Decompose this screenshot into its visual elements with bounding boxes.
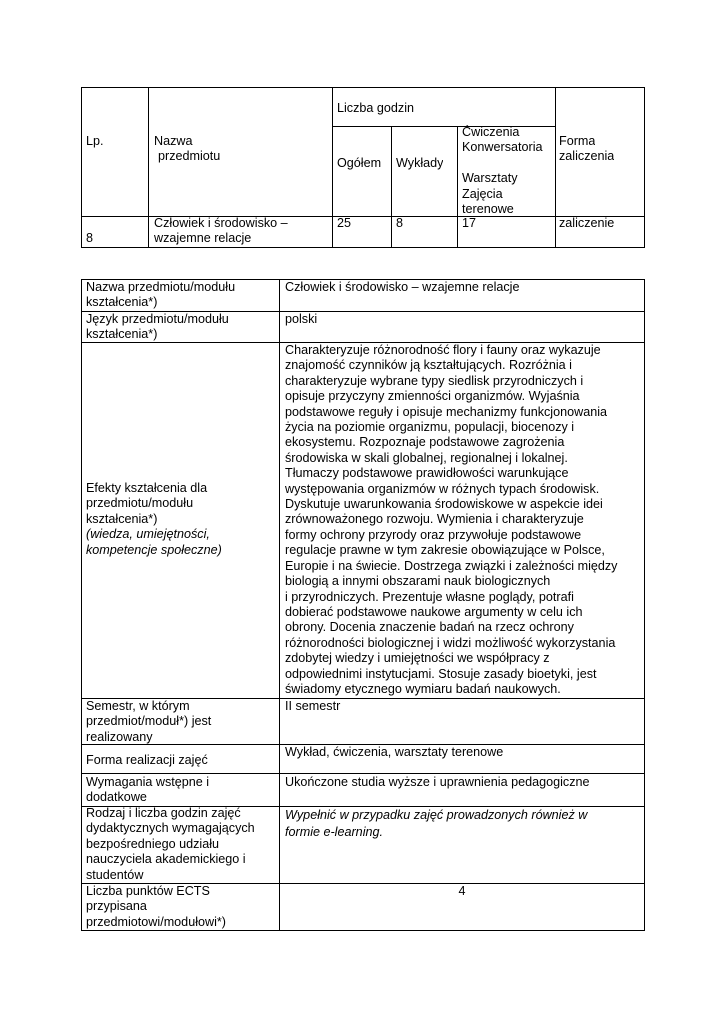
label-line: studentów bbox=[86, 867, 144, 882]
label-line: Język przedmiotu/modułu bbox=[86, 312, 229, 326]
table-border bbox=[644, 279, 645, 931]
efekty-line: dobierać podstawowe naukowe argumenty w celu ich bbox=[285, 604, 583, 619]
header-cwiczenia-line: Konwersatoria bbox=[462, 140, 543, 155]
table-border bbox=[81, 279, 82, 931]
label-line: Rodzaj i liczba godzin zajęć bbox=[86, 806, 241, 820]
header-cwiczenia-line bbox=[462, 156, 554, 171]
efekty-line: znajomość czynników ją kształtujących. Rozróżnia i bbox=[285, 358, 572, 373]
value-rodzaj-godzin bbox=[285, 807, 641, 841]
header-liczba-godzin: Liczba godzin bbox=[337, 101, 415, 115]
label-line: kształcenia*) bbox=[86, 511, 158, 526]
header-cwiczenia-line: Warsztaty bbox=[462, 171, 518, 186]
efekty-line: odpowiednimi instytucjami. Stosuje zasady bioetyki, jest bbox=[285, 666, 597, 681]
label-wymagania bbox=[86, 775, 276, 806]
efekty-line: Charakteryzuje różnorodność flory i fauny oraz wykazuje bbox=[285, 343, 601, 357]
efekty-line: świadomy etycznego wymiaru badań naukowych. bbox=[285, 681, 561, 696]
value-nazwa-przedmiotu: Człowiek i środowisko – wzajemne relacje bbox=[285, 280, 520, 294]
header-ogolem: Ogółem bbox=[337, 156, 382, 170]
row-lp: 8 bbox=[86, 231, 94, 245]
value-line: formie e-learning. bbox=[285, 825, 383, 839]
value-semestr: II semestr bbox=[285, 699, 341, 713]
label-line: Liczba punktów ECTS bbox=[86, 884, 210, 898]
efekty-line: opisuje przyczyny zmienności organizmów. Wyjaśnia bbox=[285, 389, 580, 404]
label-forma-realizacji: Forma realizacji zajęć bbox=[86, 753, 208, 767]
label-line: kształcenia*) bbox=[86, 327, 158, 342]
label-line: przedmiot/moduł*) jest bbox=[86, 714, 212, 729]
label-line: przedmiotowi/modułowi*) bbox=[86, 914, 226, 929]
label-rodzaj-godzin bbox=[86, 806, 276, 883]
header-cwiczenia bbox=[462, 125, 554, 217]
efekty-line: środowiska w skali globalnej, regionalnej i lokalnej. bbox=[285, 450, 568, 465]
value-efekty-ksztalcenia bbox=[285, 343, 643, 697]
table-border bbox=[81, 87, 82, 248]
label-line: dodatkowe bbox=[86, 790, 147, 805]
label-efekty-ksztalcenia bbox=[86, 481, 276, 558]
value-wymagania: Ukończone studia wyższe i uprawnienia pedagogiczne bbox=[285, 775, 590, 789]
label-line: Semestr, w którym bbox=[86, 699, 190, 713]
table-border bbox=[391, 126, 392, 248]
row-wyklady: 8 bbox=[396, 216, 404, 230]
row-nazwa: Człowiek i środowisko – bbox=[154, 216, 288, 230]
value-forma-realizacji: Wykład, ćwiczenia, warsztaty terenowe bbox=[285, 745, 504, 759]
label-nazwa-przedmiotu bbox=[86, 280, 276, 311]
table-border bbox=[279, 279, 280, 931]
efekty-line: charakteryzuje wybrane typy siedlisk przyrodniczych i bbox=[285, 373, 584, 388]
efekty-line: regulacje prawne w tym zakresie obowiązujące w Polsce, bbox=[285, 543, 605, 558]
header-nazwa: Nazwa bbox=[154, 134, 193, 148]
table-border bbox=[555, 87, 556, 248]
table-border bbox=[81, 773, 644, 774]
label-line: nauczyciela akademickiego i bbox=[86, 852, 246, 867]
efekty-line: Europie i na świecie. Dostrzega związki i zależności między bbox=[285, 558, 618, 573]
table-border bbox=[457, 126, 458, 248]
row-cwiczenia: 17 bbox=[462, 216, 477, 230]
table-border bbox=[148, 87, 149, 248]
row-forma: zaliczenie bbox=[559, 216, 615, 230]
header-cwiczenia-line: terenowe bbox=[462, 202, 514, 217]
efekty-line: zdobytej wiedzy i umiejętności we współpracy z bbox=[285, 651, 550, 666]
label-line: przypisana bbox=[86, 899, 147, 914]
label-line: bezpośredniego udziału bbox=[86, 836, 220, 851]
value-jezyk: polski bbox=[285, 312, 318, 326]
efekty-line: Tłumaczy podstawowe prawidłowości warunkujące bbox=[285, 466, 569, 481]
table-border bbox=[81, 87, 644, 88]
header-wyklady: Wykłady bbox=[396, 156, 444, 170]
header-nazwa-line2: przedmiotu bbox=[158, 149, 221, 163]
header-forma-line2: zaliczenia bbox=[559, 149, 615, 163]
label-semestr bbox=[86, 699, 276, 745]
efekty-line: ekosystemu. Rozpoznaje podstawowe zagrożenia bbox=[285, 435, 565, 450]
label-line-italic: kompetencje społeczne) bbox=[86, 542, 222, 557]
label-line: Wymagania wstępne i bbox=[86, 775, 210, 789]
table-border bbox=[644, 87, 645, 248]
header-lp: Lp. bbox=[86, 134, 104, 148]
label-ects bbox=[86, 884, 276, 930]
label-line: Nazwa przedmiotu/modułu bbox=[86, 280, 236, 294]
table-border bbox=[81, 247, 644, 248]
label-line: Efekty kształcenia dla bbox=[86, 481, 208, 495]
label-line: przedmiotu/modułu bbox=[86, 496, 194, 511]
efekty-line: formy ochrony przyrody oraz przywołuje podstawowe bbox=[285, 527, 582, 542]
label-line: realizowany bbox=[86, 729, 153, 744]
efekty-line: podstawowe reguły i opisuje mechanizmy funkcjonowania bbox=[285, 404, 608, 419]
efekty-line: występowania organizmów w różnych typach środowisk. bbox=[285, 481, 600, 496]
label-line: kształcenia*) bbox=[86, 295, 158, 310]
efekty-line: obrony. Docenia znaczenie badań na rzecz ochrony bbox=[285, 620, 574, 635]
row-nazwa-line2: wzajemne relacje bbox=[154, 231, 252, 245]
efekty-line: zrównoważonego rozwoju. Wymienia i charakteryzuje bbox=[285, 512, 584, 527]
efekty-line: biologią a innymi obszarami nauk biologicznych bbox=[285, 574, 551, 589]
value-ects: 4 bbox=[458, 884, 466, 898]
header-cwiczenia-line: Zajęcia bbox=[462, 186, 503, 201]
table-border bbox=[332, 87, 333, 248]
row-ogolem: 25 bbox=[337, 216, 352, 230]
efekty-line: i przyrodniczych. Prezentuje własne poglądy, potrafi bbox=[285, 589, 574, 604]
efekty-line: różnorodności biologicznej i widzi możliwość wykorzystania bbox=[285, 635, 616, 650]
efekty-line: życia na poziomie organizmu, populacji, biocenozy i bbox=[285, 420, 575, 435]
label-line-italic: (wiedza, umiejętności, bbox=[86, 527, 210, 542]
value-line: Wypełnić w przypadku zajęć prowadzonych również w bbox=[285, 808, 588, 822]
efekty-line: Dyskutuje uwarunkowania środowiskowe w aspekcie idei bbox=[285, 497, 603, 512]
header-cwiczenia-line: Ćwiczenia bbox=[462, 125, 520, 139]
header-forma: Forma bbox=[559, 134, 596, 148]
label-line: dydaktycznych wymagających bbox=[86, 821, 255, 836]
label-jezyk bbox=[86, 312, 276, 343]
